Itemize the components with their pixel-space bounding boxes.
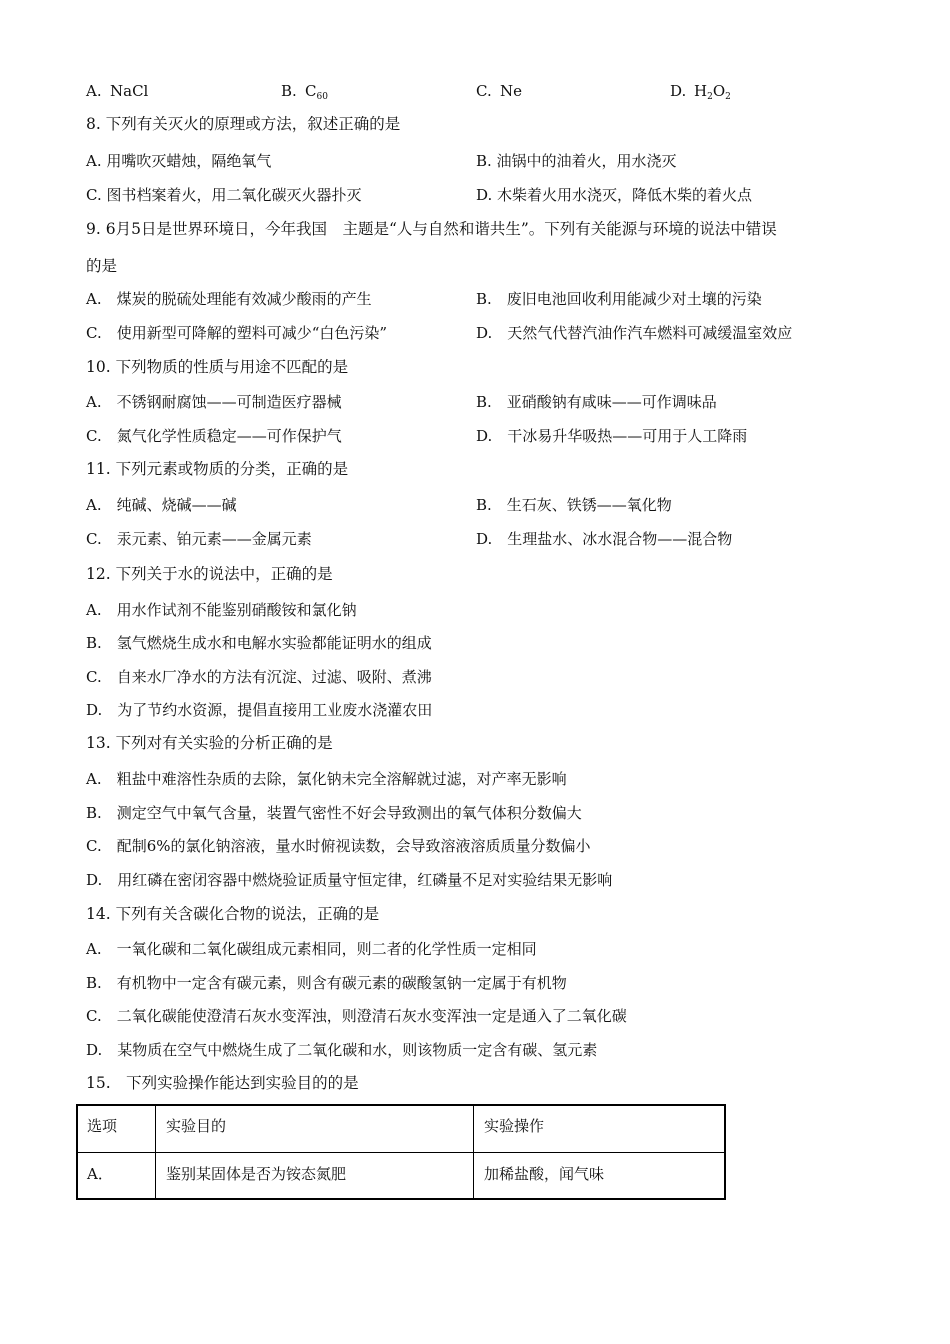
- table-row-divider: [78, 1152, 724, 1153]
- table-col-divider-2: [473, 1106, 474, 1198]
- q8-option-c: C. 图书档案着火，用二氧化碳灭火器扑灭: [86, 186, 362, 204]
- q14-option-b: B. 有机物中一定含有碳元素，则含有碳元素的碳酸氢钠一定属于有机物: [86, 974, 567, 992]
- q14-option-d: D. 某物质在空气中燃烧生成了二氧化碳和水，则该物质一定含有碳、氢元素: [86, 1041, 598, 1059]
- q7-option-d-h: H: [694, 82, 708, 100]
- q14-option-c: C. 二氧化碳能使澄清石灰水变浑浊，则澄清石灰水变浑浊一定是通入了二氧化碳: [86, 1007, 627, 1025]
- q7-option-b-formula: C: [305, 82, 317, 100]
- table-cell-purpose: 鉴别某固体是否为铵态氮肥: [166, 1165, 347, 1183]
- q13-stem: 13. 下列对有关实验的分析正确的是: [86, 734, 333, 752]
- q7-option-b-subscript: 60: [316, 92, 328, 102]
- q10-option-b: B. 亚硝酸钠有咸味——可作调味品: [476, 393, 717, 411]
- q13-option-a: A. 粗盐中难溶性杂质的去除，氯化钠未完全溶解就过滤，对产率无影响: [86, 770, 567, 788]
- q14-stem: 14. 下列有关含碳化合物的说法，正确的是: [86, 905, 380, 923]
- q11-option-a: A. 纯碱、烧碱——碱: [86, 496, 237, 514]
- q10-stem: 10. 下列物质的性质与用途不匹配的是: [86, 358, 349, 376]
- q8-option-d: D. 木柴着火用水浇灭，降低木柴的着火点: [476, 186, 753, 204]
- q9-option-b: B. 废旧电池回收利用能减少对土壤的污染: [476, 290, 762, 308]
- q11-option-d: D. 生理盐水、冰水混合物——混合物: [476, 530, 733, 548]
- q11-stem: 11. 下列元素或物质的分类，正确的是: [86, 460, 349, 478]
- q10-option-a: A. 不锈钢耐腐蚀——可制造医疗器械: [86, 393, 342, 411]
- q13-option-d: D. 用红磷在密闭容器中燃烧验证质量守恒定律，红磷量不足对实验结果无影响: [86, 871, 613, 889]
- table-header-option: 选项: [87, 1117, 118, 1135]
- q10-option-c: C. 氮气化学性质稳定——可作保护气: [86, 427, 342, 445]
- q7-option-d-o: O: [712, 82, 726, 100]
- q12-option-a: A. 用水作试剂不能鉴别硝酸铵和氯化钠: [86, 601, 357, 619]
- q12-option-d: D. 为了节约水资源，提倡直接用工业废水浇灌农田: [86, 701, 433, 719]
- q9-stem-line2: 的是: [86, 257, 118, 275]
- q10-option-d: D. 干冰易升华吸热——可用于人工降雨: [476, 427, 748, 445]
- q7-option-d: [670, 81, 731, 107]
- q8-stem: 8. 下列有关灭火的原理或方法，叙述正确的是: [86, 115, 401, 133]
- q7-option-a-text: NaCl: [110, 82, 149, 100]
- q7-option-d-o-subscript: 2: [725, 92, 731, 102]
- q14-option-a: A. 一氧化碳和二氧化碳组成元素相同，则二者的化学性质一定相同: [86, 940, 537, 958]
- q7-option-d-h-subscript: 2: [707, 92, 713, 102]
- q9-option-a: A. 煤炭的脱硫处理能有效减少酸雨的产生: [86, 290, 372, 308]
- q13-option-c: C. 配制6%的氯化钠溶液，量水时俯视读数，会导致溶液溶质质量分数偏小: [86, 837, 591, 855]
- table-col-divider-1: [155, 1106, 156, 1198]
- q13-option-b: B. 测定空气中氧气含量，装置气密性不好会导致测出的氧气体积分数偏大: [86, 804, 582, 822]
- q8-option-b: B. 油锅中的油着火，用水浇灭: [476, 152, 677, 170]
- q7-option-c: [476, 81, 522, 101]
- q7-option-b: [281, 81, 328, 107]
- q9-option-d: D. 天然气代替汽油作汽车燃料可减缓温室效应: [476, 324, 793, 342]
- q7-option-c-label: C.: [476, 82, 492, 100]
- q9-stem-line1: 9. 6月5日是世界环境日，今年我国 主题是“人与自然和谐共生”。下列有关能源与环境的说法中错误: [86, 220, 777, 238]
- q7-option-d-label: D.: [670, 82, 687, 100]
- q12-option-c: C. 自来水厂净水的方法有沉淀、过滤、吸附、煮沸: [86, 668, 432, 686]
- q7-option-b-label: B.: [281, 82, 297, 100]
- q9-option-c: C. 使用新型可降解的塑料可减少“白色污染”: [86, 324, 388, 342]
- table-header-purpose: 实验目的: [166, 1117, 227, 1135]
- q12-stem: 12. 下列关于水的说法中，正确的是: [86, 565, 333, 583]
- q7-option-a: [86, 81, 148, 101]
- table-header-operation: 实验操作: [484, 1117, 545, 1135]
- table-cell-option: A．: [87, 1165, 113, 1183]
- q7-option-a-label: A.: [86, 82, 102, 100]
- table-cell-operation: 加稀盐酸，闻气味: [484, 1165, 605, 1183]
- q11-option-b: B. 生石灰、铁锈——氧化物: [476, 496, 672, 514]
- q15-table: [76, 1104, 726, 1200]
- q11-option-c: C. 汞元素、铂元素——金属元素: [86, 530, 312, 548]
- q15-stem: 15. 下列实验操作能达到实验目的的是: [86, 1074, 359, 1092]
- q12-option-b: B. 氢气燃烧生成水和电解水实验都能证明水的组成: [86, 634, 432, 652]
- q7-option-c-text: Ne: [500, 82, 523, 100]
- q8-option-a: A. 用嘴吹灭蜡烛，隔绝氧气: [86, 152, 272, 170]
